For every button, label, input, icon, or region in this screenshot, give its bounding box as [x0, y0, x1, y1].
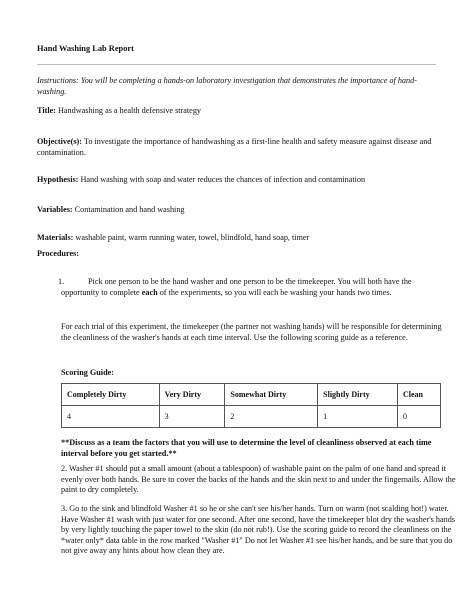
instructions-text: Instructions: You will be completing a hands-on laboratory investigation that demonstrates the importance of hand-washing.	[37, 76, 417, 96]
table-header-cell: Slightly Dirty	[318, 384, 398, 406]
field-value: Handwashing as a health defensive strategy	[58, 106, 202, 115]
step-3-text: 3. Go to the sink and blindfold Washer #1 so he or she can't see his/her hands. Turn on warm (not scalding hot!) water. Have Washer #1 wash with just water for one second. After one second, have the timekeeper blot dry the washer's hands by very lightly touching the paper towel to the skin (do not rub!). Use the scoring guide to record the cleanliness on the *water only* data table in the row marked "Washer #1" Do not let Washer #1 see his/her hands, and be sure that you do not give away any hints about how clean they are.	[61, 504, 455, 555]
step-2-text: 2. Washer #1 should put a small amount (about a tablespoon) of washable paint on the palm of one hand and spread it evenly over both hands. Be sure to cover the backs of the hands and the skin next to and under the fingernails. Allow the paint to dry completely.	[61, 464, 456, 494]
title-field	[37, 106, 447, 117]
table-cell: 3	[159, 406, 225, 428]
step-1-text	[61, 277, 446, 298]
step-1-emphasis: each	[141, 287, 158, 297]
report-title: Hand Washing Lab Report	[37, 44, 134, 53]
field-value: Hand washing with soap and water reduces the chances of infection and contamination	[80, 175, 366, 184]
hypothesis-field	[37, 175, 447, 186]
objectives-field	[37, 137, 442, 158]
table-header-cell: Somewhat Dirty	[225, 384, 318, 406]
variables-field	[37, 205, 447, 216]
scoring-guide-label: Scoring Guide:	[61, 368, 114, 377]
step-number: 1.	[58, 277, 65, 286]
field-label: Hypothesis:	[37, 175, 79, 184]
table-header-row	[62, 384, 441, 406]
field-value: Contamination and hand washing	[74, 205, 185, 214]
field-value: washable paint, warm running water, towel, blindfold, hand soap, timer	[75, 233, 310, 242]
table-cell: 4	[62, 406, 160, 428]
title-divider	[37, 64, 436, 65]
table-row	[62, 406, 441, 428]
field-label: Variables:	[37, 205, 73, 214]
field-value: To investigate the importance of handwashing as a first-line health and safety measure against disease and contamination.	[37, 137, 432, 157]
step-1-text-part: of the experiments, so you will each be washing your hands two times.	[157, 287, 392, 297]
table-cell: 0	[397, 406, 440, 428]
table-cell: 1	[318, 406, 398, 428]
field-label: Objective(s):	[37, 137, 83, 146]
materials-field	[37, 233, 447, 244]
table-header-cell: Clean	[397, 384, 440, 406]
field-label: Title:	[37, 106, 56, 115]
step-1-paragraph-2: For each trial of this experiment, the timekeeper (the partner not washing hands) will be responsible for determining the cleanliness of the washer's hands at each time interval. Use the following scoring guide as a reference.	[61, 322, 442, 342]
procedures-heading: Procedures:	[37, 249, 79, 258]
table-header-cell: Very Dirty	[159, 384, 225, 406]
field-label: Materials:	[37, 233, 74, 242]
discussion-note: **Discuss as a team the factors that you will use to determine the level of cleanliness observed at each time interval before you get started.**	[61, 438, 432, 458]
table-header-cell: Completely Dirty	[62, 384, 160, 406]
table-cell: 2	[225, 406, 318, 428]
step-1-text-part: Pick one person to be the hand washer and one person to be the timekeeper. You will both have the opportunity to complete	[61, 277, 412, 297]
scoring-guide-table	[61, 383, 441, 428]
